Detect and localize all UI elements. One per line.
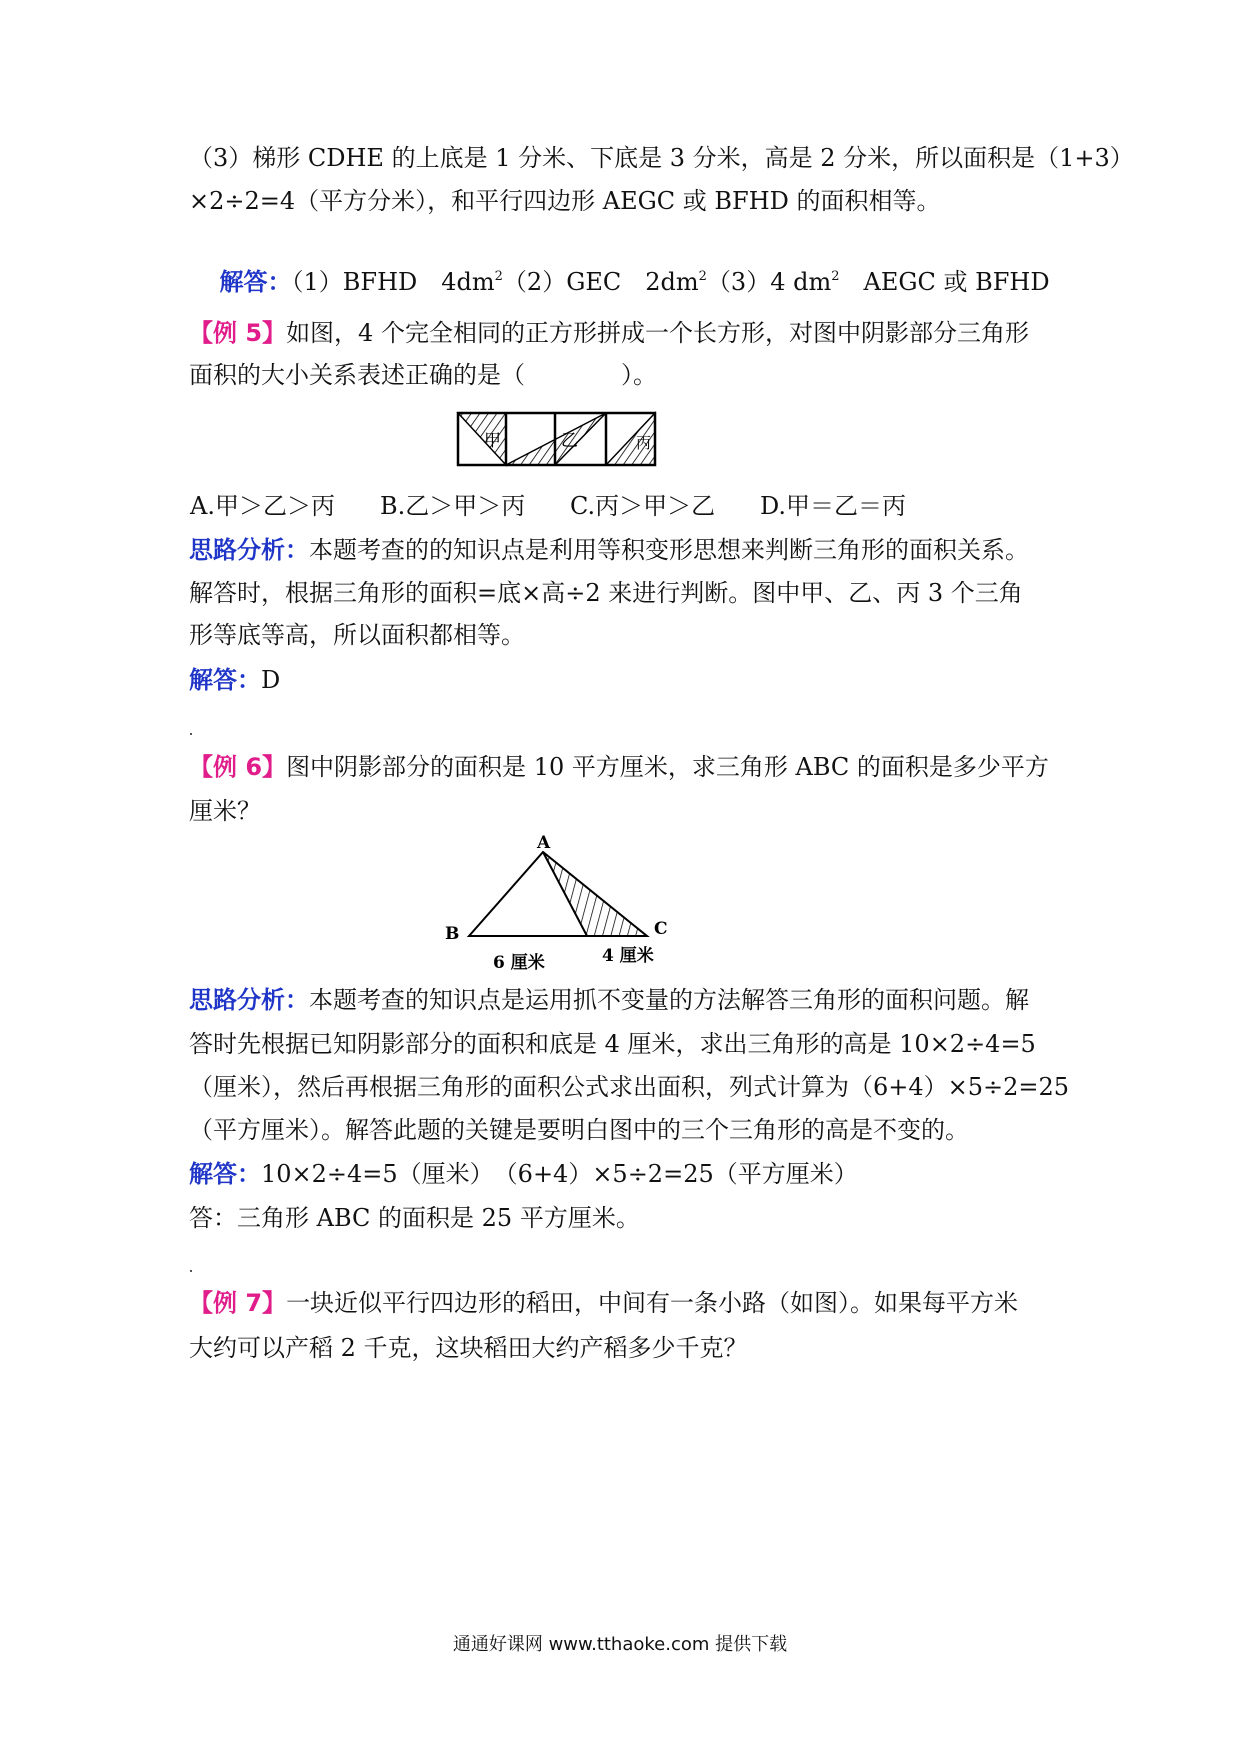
ex7-question-line-2: 大约可以产稻 2 千克，这块稻田大约产稻多少千克？ xyxy=(189,1334,748,1362)
footer-watermark: 通通好课网 www.tthaoke.com 提供下载 xyxy=(452,1634,788,1655)
stray-dot xyxy=(190,1270,192,1272)
option-b: B.乙＞甲＞丙 xyxy=(380,492,526,520)
answer-label: 解答： xyxy=(189,666,261,694)
ex6-answer-line-2: 答：三角形 ABC 的面积是 25 平方厘米。 xyxy=(189,1204,640,1232)
ex5-figure-squares xyxy=(456,410,661,468)
ex5-answer xyxy=(189,665,280,695)
analysis-text: 本题考查的知识点是运用抓不变量的方法解答三角形的面积问题。解 xyxy=(309,986,1029,1014)
answer-label: 解答： xyxy=(189,1160,261,1188)
analysis-label: 思路分析： xyxy=(189,986,309,1014)
ex6-figure-triangle xyxy=(440,830,680,975)
label-yi: 乙 xyxy=(561,431,578,451)
label-jia: 甲 xyxy=(484,431,501,451)
stray-dot xyxy=(190,733,192,735)
ex5-tag: 【例 5】 xyxy=(189,319,287,347)
ex7-question-line-1 xyxy=(189,1288,1018,1318)
label-b: B xyxy=(445,924,460,944)
option-c: C.丙＞甲＞乙 xyxy=(570,492,716,520)
label-bing: 丙 xyxy=(636,434,652,452)
answer-label: 解答： xyxy=(219,268,292,296)
ex6-answer-line-1 xyxy=(189,1159,858,1189)
answer-part-4: AEGC 或 BFHD xyxy=(839,268,1050,296)
ex5-analysis-line-1 xyxy=(189,535,1029,565)
answer-part-1: （1）BFHD 4dm xyxy=(291,268,495,296)
superscript: 2 xyxy=(494,269,503,284)
ex5-question-line-2: 面积的大小关系表述正确的是（ ）。 xyxy=(189,361,657,389)
ex6-analysis-line-3: （厘米），然后再根据三角形的面积公式求出面积，列式计算为（6+4）×5÷2=25 xyxy=(189,1073,1070,1101)
base-label-4cm: 4 厘米 xyxy=(602,946,654,966)
option-d: D.甲＝乙＝丙 xyxy=(760,492,907,520)
ex7-question-text: 一块近似平行四边形的稻田，中间有一条小路（如图）。如果每平方米 xyxy=(286,1289,1019,1317)
part3-line-1: （3）梯形 CDHE 的上底是 1 分米、下底是 3 分米，高是 2 分米，所以面积是（1+3） xyxy=(189,144,1134,172)
ex5-question-text: 如图，4 个完全相同的正方形拼成一个长方形，对图中阴影部分三角形 xyxy=(286,319,1029,347)
answer-value: D xyxy=(261,666,281,694)
superscript: 2 xyxy=(698,269,707,284)
ex6-analysis-line-4: （平方厘米）。解答此题的关键是要明白图中的三个三角形的高是不变的。 xyxy=(189,1116,969,1144)
superscript: 2 xyxy=(831,269,840,284)
analysis-label: 思路分析： xyxy=(189,536,309,564)
ex5-analysis-line-2: 解答时，根据三角形的面积=底×高÷2 来进行判断。图中甲、乙、丙 3 个三角 xyxy=(189,579,1023,607)
part3-line-2: ×2÷2=4（平方分米），和平行四边形 AEGC 或 BFHD 的面积相等。 xyxy=(189,187,941,215)
answer-4 xyxy=(189,237,1050,327)
ex6-tag: 【例 6】 xyxy=(189,753,287,781)
option-a: A.甲＞乙＞丙 xyxy=(190,492,335,520)
base-label-6cm: 6 厘米 xyxy=(493,953,545,973)
ex6-question-line-2: 厘米？ xyxy=(189,797,261,825)
ex6-question-text: 图中阴影部分的面积是 10 平方厘米，求三角形 ABC 的面积是多少平方 xyxy=(286,753,1049,781)
label-c: C xyxy=(654,919,668,939)
label-a: A xyxy=(537,833,551,853)
answer-part-3: （3）4 dm xyxy=(706,268,832,296)
ex6-analysis-line-2: 答时先根据已知阴影部分的面积和底是 4 厘米，求出三角形的高是 10×2÷4=5 xyxy=(189,1030,1036,1058)
ex5-analysis-line-3: 形等底等高，所以面积都相等。 xyxy=(189,621,525,649)
answer-text: 10×2÷4=5（厘米） （6+4）×5÷2=25（平方厘米） xyxy=(261,1160,858,1188)
ex7-tag: 【例 7】 xyxy=(189,1289,287,1317)
answer-part-2: （2）GEC 2dm xyxy=(502,268,699,296)
ex5-question-line-1 xyxy=(189,318,1029,348)
ex6-analysis-line-1 xyxy=(189,985,1029,1015)
analysis-text: 本题考查的的知识点是利用等积变形思想来判断三角形的面积关系。 xyxy=(309,536,1029,564)
ex6-question-line-1 xyxy=(189,752,1049,782)
